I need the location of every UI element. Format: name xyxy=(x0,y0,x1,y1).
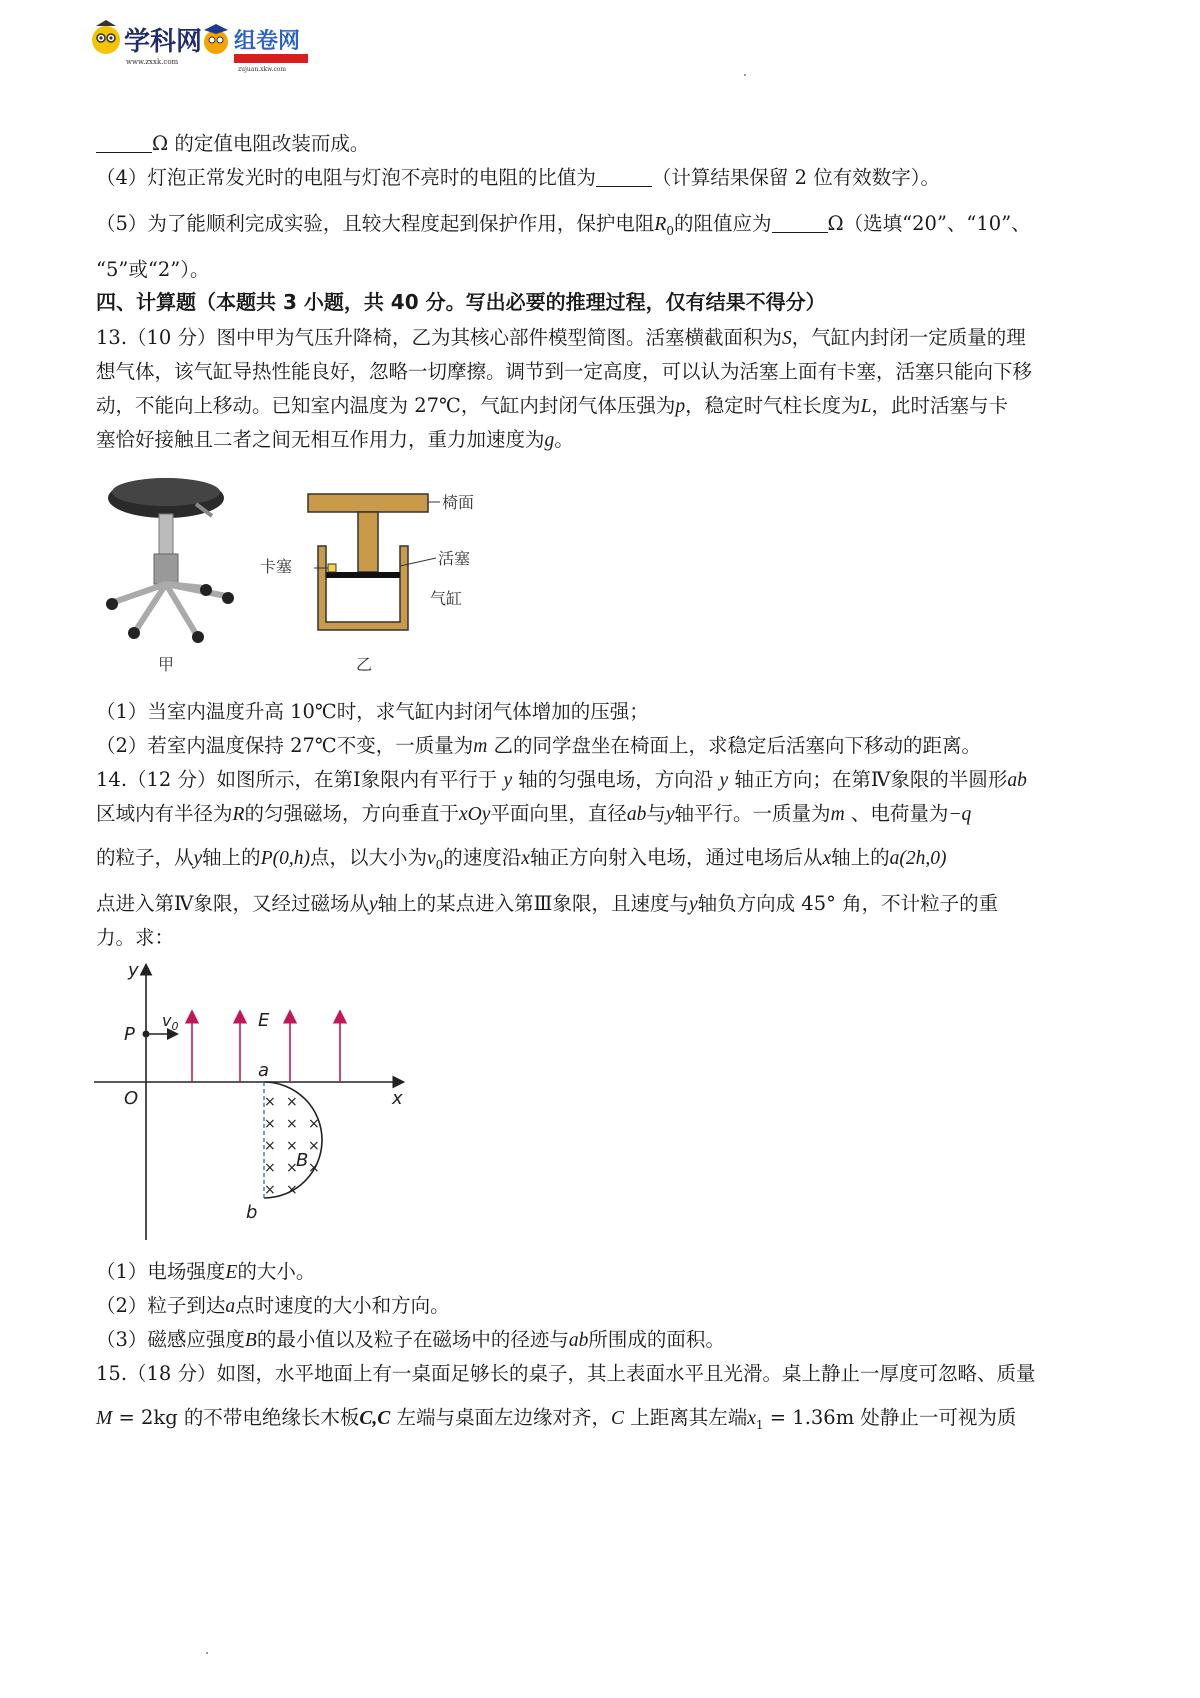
field-figure xyxy=(90,956,430,1246)
q14-line5: 力。求： xyxy=(96,926,175,949)
q13-sub2: （2）若室内温度保持 27℃不变，一质量为m 乙的同学盘坐在椅面上，求稳定后活塞向下移动的距离。 xyxy=(96,734,982,757)
label-stopper: 卡塞 xyxy=(260,557,293,576)
svg-text:×: × xyxy=(308,1138,320,1154)
y-axis-label: y xyxy=(128,960,139,981)
q12-item5: （5）为了能顺利完成实验，且较大程度起到保护作用，保护电阻$R_0$的阻值应为 Ω（选填“20”、“10”、 xyxy=(96,212,1031,238)
scan-dot xyxy=(206,1652,208,1654)
label-seat: 椅面 xyxy=(442,493,475,512)
q12-line-a: Ω 的定值电阻改装而成。 xyxy=(96,128,1120,159)
stool-figure xyxy=(96,470,276,680)
svg-text:×: × xyxy=(286,1116,298,1132)
svg-text:×: × xyxy=(286,1138,298,1154)
q13-line1: 13.（10 分）图中甲为气压升降椅，乙为其核心部件模型简图。活塞横截面积为S，气缸内封闭一定质量的理 xyxy=(96,326,1026,349)
point-b-label: b xyxy=(246,1202,258,1223)
svg-text:×: × xyxy=(286,1182,298,1198)
section-title: 四、计算题（本题共 3 小题，共 40 分。写出必要的推理过程，仅有结果不得分） xyxy=(96,290,826,314)
svg-text:zujuan.xkw.com: zujuan.xkw.com xyxy=(238,66,287,73)
e-field-label: E xyxy=(258,1010,270,1031)
label-cylinder: 气缸 xyxy=(430,589,463,608)
svg-text:×: × xyxy=(264,1138,276,1154)
q14-line1: 14.（12 分）如图所示，在第Ⅰ象限内有平行于 y 轴的匀强电场，方向沿 y 轴正方向；在第Ⅳ象限的半圆形ab xyxy=(96,768,1027,791)
label-piston: 活塞 xyxy=(438,549,471,568)
scan-dot xyxy=(744,74,746,76)
svg-text:×: × xyxy=(286,1160,298,1176)
zxxk-logo xyxy=(88,14,348,74)
answer-blank xyxy=(96,133,152,154)
svg-text:www.zxxk.com: www.zxxk.com xyxy=(126,58,179,66)
q14-line2: 区域内有半径为R的匀强磁场，方向垂直于xOy平面向里，直径ab与y轴平行。一质量为m 、电荷量为−q xyxy=(96,802,972,825)
v0-label: $v_0$ xyxy=(162,1011,179,1033)
point-a-label: a xyxy=(258,1060,270,1081)
svg-text:×: × xyxy=(308,1116,320,1132)
svg-text:×: × xyxy=(264,1182,276,1198)
q15-line1: 15.（18 分）如图，水平地面上有一桌面足够长的桌子，其上表面水平且光滑。桌上静止一厚度可忽略、质量 xyxy=(96,1362,1036,1385)
q14-sub3: （3）磁感应强度B的最小值以及粒子在磁场中的径迹与ab所围成的面积。 xyxy=(96,1328,725,1351)
magnetic-crosses xyxy=(264,1094,320,1198)
svg-text:×: × xyxy=(286,1094,298,1110)
svg-text:×: × xyxy=(264,1160,276,1176)
q13-line4: 塞恰好接触且二者之间无相互作用力，重力加速度为g。 xyxy=(96,428,574,451)
logo-owl-icon xyxy=(92,26,120,54)
q12-item4: （4）灯泡正常发光时的电阻与灯泡不亮时的电阻的比值为 （计算结果保留 2 位有效数字）。 xyxy=(96,166,940,189)
figure-label-jia: 甲 xyxy=(158,655,175,674)
svg-text:×: × xyxy=(264,1094,276,1110)
figure-label-yi: 乙 xyxy=(356,655,373,674)
point-p-label: P xyxy=(124,1024,135,1045)
x-axis-label: x xyxy=(392,1088,403,1109)
piston xyxy=(326,572,400,578)
q15-line2: M = 2kg 的不带电绝缘长木板C,C 左端与桌面左边缘对齐，C 上距离其左端$x_1 = 1.36m$ 处静止一可视为质 xyxy=(96,1406,1017,1432)
q14-line3: 的粒子，从y轴上的P(0,h)点，以大小为$v_0$的速度沿x轴正方向射入电场，通过电场后从x轴上的a(2h,0) xyxy=(96,846,947,872)
origin-label: O xyxy=(124,1088,139,1109)
svg-text:学科网: 学科网 xyxy=(124,27,203,57)
svg-text:组卷网: 组卷网 xyxy=(234,28,301,54)
q13-line2: 想气体，该气缸导热性能良好，忽略一切摩擦。调节到一定高度，可以认为活塞上面有卡塞，活塞只能向下移 xyxy=(96,360,1033,383)
q13-sub1: （1）当室内温度升高 10℃时，求气缸内封闭气体增加的压强； xyxy=(96,700,649,723)
svg-text:×: × xyxy=(308,1160,320,1176)
b-field-label: B xyxy=(296,1150,309,1171)
q14-sub1: （1）电场强度E的大小。 xyxy=(96,1260,316,1283)
q14-sub2: （2）粒子到达a点时速度的大小和方向。 xyxy=(96,1294,450,1317)
piston-rod xyxy=(358,512,378,572)
cylinder-figure xyxy=(260,480,520,690)
q13-line3: 动，不能向上移动。已知室内温度为 27℃，气缸内封闭气体压强为p，稳定时气柱长度为L，此时活塞与卡 xyxy=(96,394,1008,417)
q12-item5-cont: “5”或“2”）。 xyxy=(96,258,210,281)
stopper xyxy=(328,564,336,572)
header-logos xyxy=(88,14,348,74)
answer-blank xyxy=(772,213,828,234)
answer-blank xyxy=(596,167,652,188)
svg-text:×: × xyxy=(264,1116,276,1132)
q14-line4: 点进入第Ⅳ象限，又经过磁场从y轴上的某点进入第Ⅲ象限，且速度与y轴负方向成 45° 角，不计粒子的重 xyxy=(96,892,999,915)
seat-plate xyxy=(308,494,428,512)
